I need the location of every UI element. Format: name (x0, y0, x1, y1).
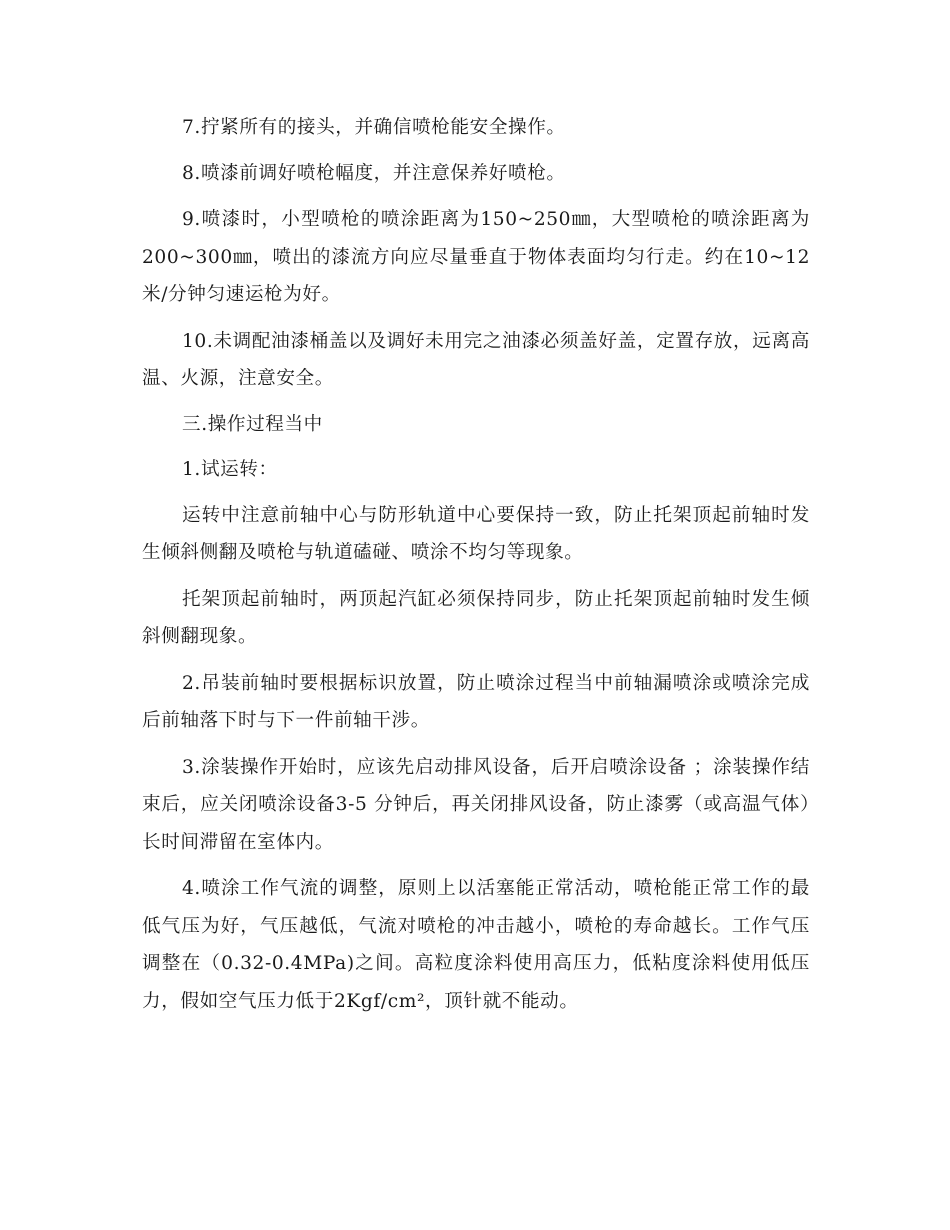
paragraph-step-3-ventilation: 3.涂装操作开始时，应该先启动排风设备，后开启喷涂设备 ；涂装操作结束后，应关闭喷涂设备3-5 分钟后，再关闭排风设备，防止漆雾（或高温气体）长时间滞留在室体内。 (142, 756, 810, 853)
paragraph-step-7: 7.拧紧所有的接头，并确信喷枪能安全操作。 (182, 117, 566, 138)
paragraph-trial-run-detail: 运转中注意前轴中心与防形轨道中心要保持一致，防止托架顶起前轴时发生倾斜侧翻及喷枪与轨道磕碰、喷涂不均匀等现象。 (142, 504, 810, 563)
subheading-trial-run: 1.试运转： (182, 459, 278, 480)
paragraph-bracket-lift: 托架顶起前轴时，两顶起汽缸必须保持同步，防止托架顶起前轴时发生倾斜侧翻现象。 (142, 588, 810, 647)
section-heading-operation: 三.操作过程当中 (182, 413, 323, 435)
paragraph-step-9: 9.喷漆时，小型喷枪的喷涂距离为150~250㎜，大型喷枪的喷涂距离为200~300㎜，喷出的漆流方向应尽量垂直于物体表面均匀行走。约在10~12米/分钟匀速运枪为好。 (142, 209, 810, 305)
paragraph-step-4-air-pressure: 4.喷涂工作气流的调整，原则上以活塞能正常活动，喷枪能正常工作的最低气压为好，气压越低，气流对喷枪的冲击越小，喷枪的寿命越长。工作气压调整在（0.32-0.4MPa)之间。高粒度涂料使用高压力，低粘度涂料使用低压力，假如空气压力低于2Kgf/cm²，顶针就不能动。 (142, 878, 810, 1012)
paragraph-step-10: 10.未调配油漆桶盖以及调好未用完之油漆必须盖好盖，定置存放，远离高温、火源，注意安全。 (142, 330, 810, 389)
document-body (142, 109, 810, 1020)
paragraph-step-8: 8.喷漆前调好喷枪幅度，并注意保养好喷枪。 (182, 162, 566, 184)
paragraph-step-2-hoisting: 2.吊装前轴时要根据标识放置，防止喷涂过程当中前轴漏喷涂或喷涂完成后前轴落下时与下一件前轴干涉。 (142, 672, 810, 731)
